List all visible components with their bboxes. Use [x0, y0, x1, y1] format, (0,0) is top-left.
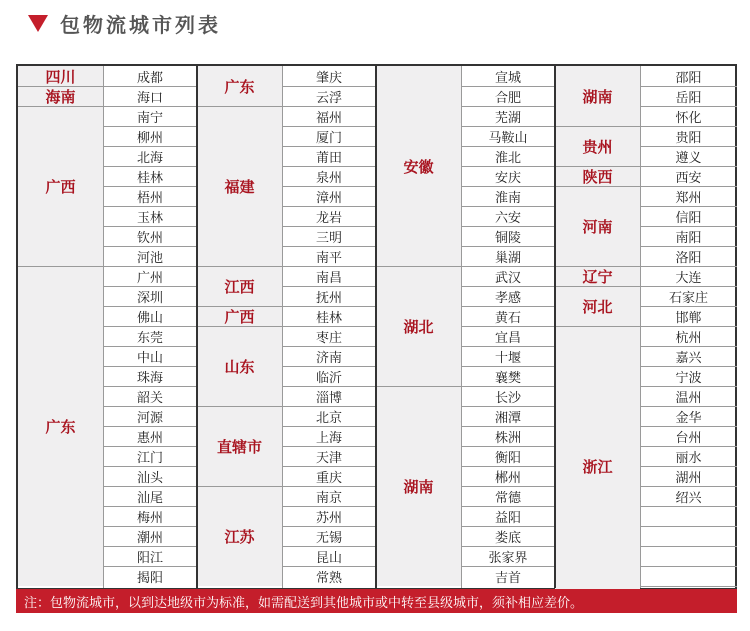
city-cell: 邯郸 — [640, 306, 737, 326]
city-cell: 黄石 — [461, 306, 555, 326]
city-cell: 桂林 — [103, 166, 197, 186]
city-cell: 丽水 — [640, 446, 737, 466]
city-cell: 云浮 — [282, 86, 376, 106]
city-cell: 大连 — [640, 266, 737, 286]
page-title-text: 包物流城市列表 — [60, 12, 221, 37]
city-cell: 淄博 — [282, 386, 376, 406]
city-cell: 济南 — [282, 346, 376, 366]
city-cell: 天津 — [282, 446, 376, 466]
city-cell: 厦门 — [282, 126, 376, 146]
city-cell: 洛阳 — [640, 246, 737, 266]
province-cell: 直辖市 — [197, 406, 282, 486]
column-group-divider — [375, 66, 377, 588]
city-cell: 北海 — [103, 146, 197, 166]
triangle-down-icon — [28, 15, 48, 32]
city-cell: 桂林 — [282, 306, 376, 326]
city-cell: 芜湖 — [461, 106, 555, 126]
city-cell: 柳州 — [103, 126, 197, 146]
city-cell: 临沂 — [282, 366, 376, 386]
city-cell: 郴州 — [461, 466, 555, 486]
city-cell: 龙岩 — [282, 206, 376, 226]
city-cell: 玉林 — [103, 206, 197, 226]
province-cell: 江苏 — [197, 486, 282, 586]
city-cell: 贵阳 — [640, 126, 737, 146]
city-cell: 安庆 — [461, 166, 555, 186]
province-cell: 陕西 — [555, 166, 640, 186]
city-cell: 河源 — [103, 406, 197, 426]
city-cell: 六安 — [461, 206, 555, 226]
city-cell: 南昌 — [282, 266, 376, 286]
city-cell: 珠海 — [103, 366, 197, 386]
city-cell — [640, 506, 737, 526]
city-cell: 惠州 — [103, 426, 197, 446]
city-cell: 常德 — [461, 486, 555, 506]
city-cell: 潮州 — [103, 526, 197, 546]
city-cell: 南宁 — [103, 106, 197, 126]
column-group-divider — [196, 66, 198, 588]
city-cell: 南阳 — [640, 226, 737, 246]
province-cell: 河南 — [555, 186, 640, 266]
city-cell: 吉首 — [461, 566, 555, 586]
city-cell: 巢湖 — [461, 246, 555, 266]
footer-note: 注：包物流城市，以到达地级市为标准，如需配送到其他城市或中转至县级城市，须补相应差价。 — [16, 589, 737, 613]
city-cell: 北京 — [282, 406, 376, 426]
page-title — [28, 8, 221, 38]
city-cell: 怀化 — [640, 106, 737, 126]
province-cell: 山东 — [197, 326, 282, 406]
city-cell: 西安 — [640, 166, 737, 186]
city-cell: 张家界 — [461, 546, 555, 566]
city-cell: 益阳 — [461, 506, 555, 526]
city-cell: 重庆 — [282, 466, 376, 486]
city-cell: 武汉 — [461, 266, 555, 286]
city-cell: 嘉兴 — [640, 346, 737, 366]
column-divider — [103, 66, 104, 588]
city-cell: 汕头 — [103, 466, 197, 486]
city-cell: 成都 — [136, 70, 163, 86]
city-cell: 合肥 — [461, 86, 555, 106]
city-cell: 中山 — [103, 346, 197, 366]
city-cell: 南平 — [282, 246, 376, 266]
city-cell: 河池 — [103, 246, 197, 266]
column-divider — [640, 66, 641, 588]
city-cell: 梧州 — [103, 186, 197, 206]
city-cell: 揭阳 — [103, 566, 197, 586]
city-cell: 钦州 — [103, 226, 197, 246]
province-cell: 四川 — [18, 66, 103, 86]
city-cell: 上海 — [282, 426, 376, 446]
province-cell: 海南 — [18, 86, 103, 106]
city-cell: 枣庄 — [282, 326, 376, 346]
city-cell: 无锡 — [282, 526, 376, 546]
city-cell: 肇庆 — [315, 70, 342, 86]
province-cell: 浙江 — [555, 326, 640, 606]
city-cell: 昆山 — [282, 546, 376, 566]
province-cell: 广东 — [18, 266, 103, 586]
province-cell: 贵州 — [555, 126, 640, 166]
city-cell: 南京 — [282, 486, 376, 506]
city-cell: 杭州 — [640, 326, 737, 346]
city-table — [16, 64, 737, 590]
city-cell: 佛山 — [103, 306, 197, 326]
city-cell: 湖州 — [640, 466, 737, 486]
province-cell: 江西 — [197, 266, 282, 306]
city-cell: 宣城 — [494, 70, 521, 86]
city-cell: 泉州 — [282, 166, 376, 186]
city-cell: 阳江 — [103, 546, 197, 566]
city-cell: 娄底 — [461, 526, 555, 546]
city-cell: 襄樊 — [461, 366, 555, 386]
city-cell: 孝感 — [461, 286, 555, 306]
city-cell: 江门 — [103, 446, 197, 466]
province-cell: 湖南 — [555, 66, 640, 126]
city-cell: 莆田 — [282, 146, 376, 166]
city-cell: 福州 — [282, 106, 376, 126]
city-cell: 金华 — [640, 406, 737, 426]
city-cell: 邵阳 — [675, 70, 702, 86]
province-cell: 湖南 — [376, 386, 461, 586]
province-cell: 河北 — [555, 286, 640, 326]
province-cell: 福建 — [197, 106, 282, 266]
city-cell: 淮北 — [461, 146, 555, 166]
city-cell: 梅州 — [103, 506, 197, 526]
city-cell — [640, 546, 737, 566]
province-cell: 安徽 — [376, 66, 461, 266]
city-cell: 广州 — [103, 266, 197, 286]
city-cell: 深圳 — [103, 286, 197, 306]
city-cell: 铜陵 — [461, 226, 555, 246]
city-cell: 绍兴 — [640, 486, 737, 506]
column-group-divider — [554, 66, 556, 588]
city-cell: 郑州 — [640, 186, 737, 206]
city-cell: 马鞍山 — [461, 126, 555, 146]
column-divider — [282, 66, 283, 588]
city-cell: 株洲 — [461, 426, 555, 446]
province-cell: 湖北 — [376, 266, 461, 386]
city-cell: 常熟 — [282, 566, 376, 586]
city-cell: 信阳 — [640, 206, 737, 226]
city-cell: 温州 — [640, 386, 737, 406]
province-cell: 辽宁 — [555, 266, 640, 286]
province-cell: 广西 — [18, 106, 103, 266]
city-cell: 东莞 — [103, 326, 197, 346]
city-cell: 遵义 — [640, 146, 737, 166]
city-cell: 十堰 — [461, 346, 555, 366]
city-cell: 湘潭 — [461, 406, 555, 426]
city-cell: 韶关 — [103, 386, 197, 406]
city-cell: 岳阳 — [640, 86, 737, 106]
city-cell: 台州 — [640, 426, 737, 446]
city-cell: 三明 — [282, 226, 376, 246]
city-cell: 海口 — [103, 86, 197, 106]
city-cell — [640, 566, 737, 586]
city-cell: 宜昌 — [461, 326, 555, 346]
city-cell: 衡阳 — [461, 446, 555, 466]
column-divider — [461, 66, 462, 588]
province-cell: 广东 — [197, 66, 282, 106]
city-cell: 宁波 — [640, 366, 737, 386]
city-cell: 抚州 — [282, 286, 376, 306]
city-cell: 石家庄 — [640, 286, 737, 306]
city-cell: 汕尾 — [103, 486, 197, 506]
city-cell: 苏州 — [282, 506, 376, 526]
province-cell: 广西 — [197, 306, 282, 326]
city-cell: 长沙 — [461, 386, 555, 406]
city-cell — [640, 526, 737, 546]
city-cell: 漳州 — [282, 186, 376, 206]
city-cell: 淮南 — [461, 186, 555, 206]
